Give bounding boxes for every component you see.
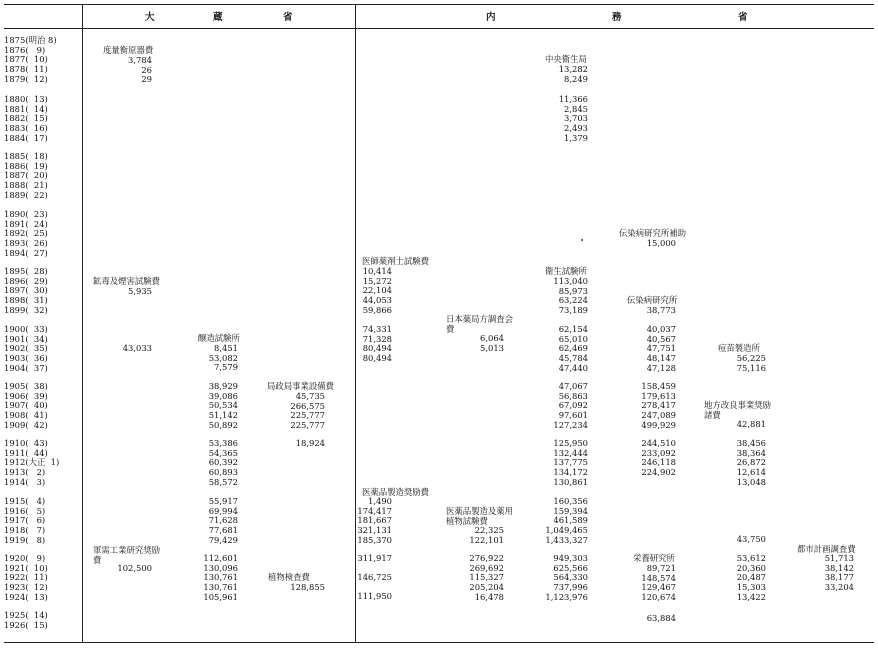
jozo-values-e: 112,601 130,096 130,761 130,761 105,961 <box>203 553 238 602</box>
top-rule <box>4 4 874 5</box>
nihon-values: 6,064 5,013 <box>480 333 504 353</box>
year-group-1910: 1910( 43) 1911( 44) 1912(大正 1) 1913( 2) 1914( 3) <box>4 438 60 487</box>
iyaku2-label: 医薬品製造及薬用 植物試験費 <box>446 506 513 526</box>
eki-label: 痘苗製造所 <box>718 343 760 353</box>
jozo-values-a: 8,451 53,082 7,579 <box>208 343 238 373</box>
kyokusen-values: 45,735 266,575 225,777 225,777 <box>290 391 325 430</box>
jozo-values-b: 38,929 39,086 50,534 51,142 50,892 <box>208 381 238 430</box>
chuo-values-b: 11,366 2,845 3,703 2,493 1,379 <box>558 94 588 143</box>
year-group-1900: 1900( 33) 1901( 34) 1902( 35) 1903( 36) 1904( 37) <box>4 324 48 373</box>
shokubutsu-label: 植物検査費 <box>268 572 310 582</box>
jozo-label: 醸造試験所 <box>198 333 240 343</box>
okura-1902-value: 43,033 <box>122 343 152 353</box>
header-okura-3: 省 <box>283 12 293 23</box>
densen-label: 伝染病研究所 <box>627 295 678 305</box>
kyokusen-label: 局政局事業設備費 <box>267 381 334 391</box>
chiho-values-c: 53,612 20,360 20,487 15,303 13,422 <box>736 553 766 602</box>
chuo-label: 中央衛生局 <box>545 54 587 64</box>
koudoku-label: 鉱毒及煙害試験費 <box>93 276 160 286</box>
chiho-1919-value: 43,750 <box>736 534 766 544</box>
header-naimu-1: 内 <box>486 12 496 23</box>
toshi-values: 51,713 38,142 38,177 33,204 <box>824 553 854 592</box>
year-group-1915: 1915( 4) 1916( 5) 1917( 6) 1918( 7) 1919( 8) <box>4 496 46 545</box>
year-group-1905: 1905( 38) 1906( 39) 1907( 40) 1908( 41) 1909( 42) <box>4 381 48 430</box>
densen-hojo-value: 15,000 <box>646 238 676 248</box>
densen-hojo-label: 伝染病研究所補助 <box>619 228 686 238</box>
kyokusen-1910-value: 18,924 <box>295 438 325 448</box>
jozo-values-c: 53,386 54,365 60,392 60,893 58,572 <box>208 438 238 487</box>
iyaku-values-c: 146,725 <box>357 572 392 582</box>
iyaku-values: 1,490 174,417 181,667 321,131 185,370 <box>357 496 392 545</box>
header-okura-1: 大 <box>145 12 155 23</box>
densen-values-d: 244,510 233,092 246,118 224,902 <box>641 438 676 477</box>
chiho-label: 地方改良事業奨励 諸費 <box>704 400 771 420</box>
year-group-1895: 1895( 28) 1896( 29) 1897( 30) 1898( 31) 1899( 32) <box>4 266 48 315</box>
header-rule <box>4 28 874 29</box>
ishi-values: 10,414 15,272 22,104 44,053 59,866 <box>362 266 392 315</box>
eisei-values-e: 160,356 159,394 461,589 1,049,465 1,433,327 <box>545 496 588 545</box>
nihon-label: 日本薬局方調査会 費 <box>446 314 513 334</box>
eisei-values: 113,040 85,973 63,224 73,189 <box>553 276 588 315</box>
toshi-label: 都市計画調査費 <box>797 544 856 554</box>
year-column-divider <box>82 4 83 643</box>
eki-values: 56,225 75,116 <box>736 353 766 373</box>
header-naimu-2: 務 <box>612 12 622 23</box>
iyaku-label: 医薬品製造奨励費 <box>362 487 429 497</box>
year-group-1925: 1925( 14) 1926( 15) <box>4 610 48 630</box>
eiyo-label: 栄養研究所 <box>633 553 675 563</box>
eisei-values-f: 949,303 625,566 564,330 737,996 1,123,976 <box>545 553 588 602</box>
eisei-values-d: 125,950 132,444 137,775 134,172 130,861 <box>553 438 588 487</box>
bottom-rule <box>4 642 874 643</box>
header-okura-2: 蔵 <box>213 12 223 23</box>
eisei-label: 衛生試験所 <box>545 266 587 276</box>
stray-mark <box>581 239 583 241</box>
eisei-values-c: 47,067 56,863 67,092 97,601 127,234 <box>553 381 588 430</box>
year-group-1890: 1890( 23) 1891( 24) 1892( 25) 1893( 26) 1894( 27) <box>4 209 48 258</box>
shokubutsu-value: 128,855 <box>290 582 325 592</box>
gunju-value: 102,500 <box>117 563 152 573</box>
eiyo-values: 89,721 148,574 129,467 120,674 <box>641 563 676 602</box>
ishi-label: 医師薬剤士試験費 <box>362 256 429 266</box>
chuo-values: 13,282 8,249 <box>558 64 588 84</box>
iyaku-values-b: 311,917 <box>357 553 392 563</box>
year-group-1880: 1880( 13) 1881( 14) 1882( 15) 1883( 16) 1884( 17) <box>4 94 48 143</box>
iyaku2-values-b: 276,922 269,692 115,327 205,204 16,478 <box>469 553 504 602</box>
chiho-values-b: 38,456 38,364 26,872 12,614 13,048 <box>736 438 766 487</box>
year-group-1875: 1875(明治 8) 1876( 9) 1877( 10) 1878( 11) 1879( 12) <box>4 35 57 84</box>
doryoko-label: 度量衡原器費 <box>103 45 154 55</box>
doryoko-values: 3,784 26 29 <box>128 55 152 85</box>
eisei-values-b: 62,154 65,010 62,469 45,784 47,440 <box>558 324 588 373</box>
header-naimu-3: 省 <box>738 12 748 23</box>
year-group-1885: 1885( 18) 1886( 19) 1887( 20) 1888( 21) 1889( 22) <box>4 151 48 200</box>
iyaku-values-d: 111,950 <box>357 591 392 601</box>
densen-values-c: 158,459 179,613 278,417 247,089 499,929 <box>641 381 676 430</box>
eiyo-1925-value: 63,884 <box>646 613 676 623</box>
koudoku-values: 5,935 <box>128 286 152 296</box>
jozo-values-d: 55,917 69,994 71,628 77,681 79,429 <box>208 496 238 545</box>
chiho-values: 42,881 <box>736 419 766 429</box>
iyaku2-values: 22,325 122,101 <box>469 525 504 545</box>
year-group-1920: 1920( 9) 1921( 10) 1922( 11) 1923( 12) 1924( 13) <box>4 553 48 602</box>
gunju-label: 軍需工業研究奨励 費 <box>93 545 160 565</box>
densen-values: 38,773 <box>646 305 676 315</box>
densen-values-b: 40,037 40,567 47,751 48,147 47,128 <box>646 324 676 373</box>
ishi-values-b: 74,331 71,328 80,494 80,494 <box>362 324 392 363</box>
ministry-divider <box>355 4 356 643</box>
